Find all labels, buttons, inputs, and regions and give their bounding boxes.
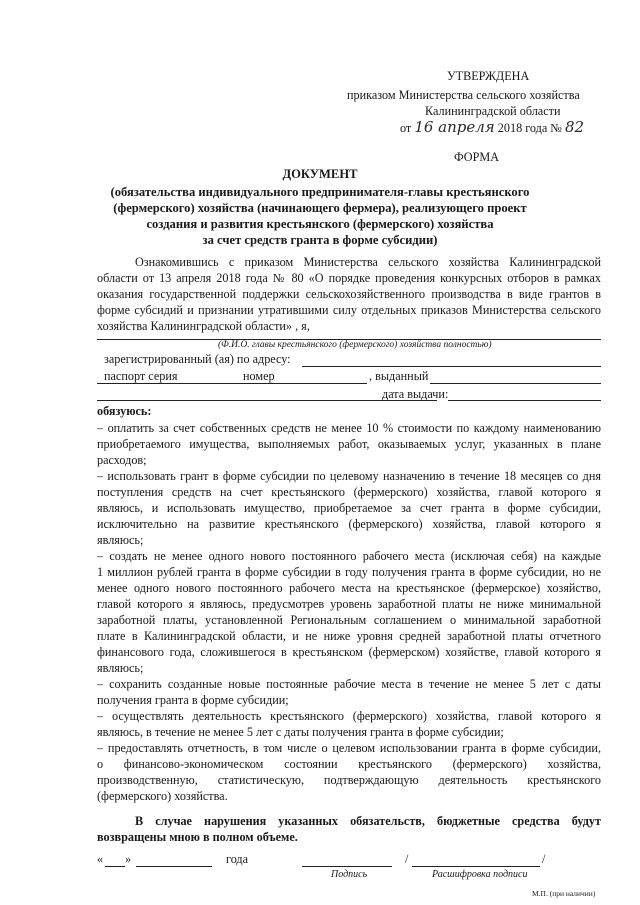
- obligation-line: финансового года, сложившегося в крестьянском (фермерском) хозяйстве, главой которого я: [97, 645, 601, 659]
- issue-date-label: дата выдачи:: [382, 387, 449, 401]
- form-label: ФОРМА: [454, 150, 499, 164]
- obligation-line: исключительно на развитие крестьянского (фермерского) хозяйства, главой которого я: [97, 517, 601, 531]
- approval-date-prefix: от: [400, 121, 412, 135]
- obligation-line: расходов;: [97, 453, 147, 467]
- signature-field[interactable]: [302, 866, 392, 867]
- warning-line-2: возвращены мною в полном объеме.: [97, 830, 298, 844]
- passport-number-label: номер: [243, 369, 275, 383]
- obligation-line: о финансово-экономическом состоянии крестьянского (фермерского) хозяйства,: [97, 757, 601, 771]
- intro-line: области от 13 апреля 2018 года № 80 «О порядке проведения конкурсных отборов в рамках: [97, 271, 601, 285]
- obligation-line: – осуществлять деятельность крестьянского (фермерского) хозяйства, главой которого я: [97, 709, 601, 723]
- fio-caption: (Ф.И.О. главы крестьянского (фермерского) хозяйства полностью): [218, 340, 492, 350]
- issued-by-field[interactable]: [430, 383, 601, 384]
- signature-decoding-field[interactable]: [412, 866, 540, 867]
- obligation-line: – использовать грант в форме субсидии по целевому назначению в течение 18 месяцев со дня: [97, 469, 601, 483]
- obligation-line: главой которого я являюсь, предусмотрев уровень заработной платы не ниже минимальной: [97, 597, 601, 611]
- obligation-line: плате в Калининградской области, и не ниже уровня средней заработной платы отчетного: [97, 629, 601, 643]
- approval-date-suffix: 2018 года №: [497, 121, 562, 135]
- obligation-line: приобретаемого имущества, выполняемых работ, оказываемых услуг, указанных в плане: [97, 437, 601, 451]
- obligation-line: получения гранта в форме субсидии;: [97, 693, 289, 707]
- obligation-line: – сохранить созданные новые постоянные рабочие места в течение не менее 5 лет с даты: [97, 677, 601, 691]
- passport-series-label: паспорт серия: [104, 369, 178, 383]
- obligation-line: – создать не менее одного нового постоянного рабочего места (исключая себя) на каждые: [97, 549, 601, 563]
- issued-by-label: , выданный: [369, 369, 429, 383]
- slash-right: /: [542, 852, 546, 866]
- address-label: зарегистрированный (ая) по адресу:: [104, 352, 291, 366]
- document-title: ДОКУМЕНТ: [282, 167, 358, 181]
- intro-line: хозяйства Калининградской области» , я,: [97, 319, 310, 333]
- obligation-line: поступления средств на счет крестьянского (фермерского) хозяйства, главой которого я: [97, 485, 601, 499]
- obligation-line: 1 миллион рублей гранта в форме субсидии в году получения гранта в форме субсидии, но не: [97, 565, 601, 579]
- heading-line-1: (обязательства индивидуального предпринимателя-главы крестьянского: [110, 185, 530, 199]
- slash-left: /: [405, 852, 409, 866]
- approval-date-handwritten: 16 апреля: [414, 118, 495, 136]
- warning-line-1: В случае нарушения указанных обязательств, бюджетные средства будут: [135, 814, 601, 828]
- intro-line: форме субсидий и признании утратившими силу отдельных приказов Министерства сельского: [97, 303, 601, 317]
- day-field[interactable]: [105, 866, 125, 867]
- day-open-quote: «: [97, 852, 104, 866]
- approval-title: УТВЕРЖДЕНА: [447, 69, 530, 83]
- approval-line-2: Калининградской области: [425, 104, 561, 118]
- obligation-line: производственную, статистическую, подтверждающую деятельность крестьянского: [97, 773, 601, 787]
- address-field[interactable]: [302, 366, 601, 367]
- obligation-line: являюсь;: [97, 533, 144, 547]
- issue-date-field[interactable]: [448, 400, 601, 401]
- obligation-line: (фермерского) хозяйства.: [97, 789, 228, 803]
- intro-line: Ознакомившись с приказом Министерства сельского хозяйства Калининградской: [135, 255, 601, 269]
- heading-line-4: за счет средств гранта в форме субсидии): [202, 233, 438, 247]
- approval-line-1: приказом Министерства сельского хозяйства: [347, 88, 580, 102]
- obligation-line: – предоставлять отчетность, в том числе о целевом использовании гранта в форме субсидии,: [97, 741, 601, 755]
- obligation-line: менее одного нового постоянного рабочего места на крестьянское (фермерское) хозяйство,: [97, 581, 601, 595]
- obligation-line: – оплатить за счет собственных средств не менее 10 % стоимости по каждому наименованию: [97, 421, 601, 435]
- approval-number-handwritten: 82: [564, 118, 585, 136]
- approval-date: [400, 120, 584, 136]
- obligations-title: обязуюсь:: [97, 404, 152, 418]
- obligation-line: заработной платы, установленной Региональным соглашением о минимальной заработной: [97, 613, 601, 627]
- passport-series-number-field[interactable]: [97, 383, 367, 384]
- intro-line: оказания государственной поддержки сельскохозяйственного производства в виде грантов в: [97, 287, 601, 301]
- obligation-line: являюсь, в течение не менее 5 лет с даты получения гранта в форме субсидии;: [97, 725, 504, 739]
- heading-line-2: (фермерского) хозяйства (начинающего фермера), реализующего проект: [113, 201, 527, 215]
- obligation-line: являюсь;: [97, 661, 144, 675]
- signature-caption: Подпись: [331, 869, 368, 880]
- obligation-line: являюсь, и использовать имущество, приобретаемое за счет гранта в форме субсидии,: [97, 501, 601, 515]
- stamp-note: М.П. (при наличии): [532, 889, 596, 898]
- signature-decoding-caption: Расшифровка подписи: [432, 869, 528, 880]
- day-close-quote: »: [125, 852, 132, 866]
- year-label: года: [226, 852, 249, 866]
- month-year-field[interactable]: [136, 866, 212, 867]
- heading-line-3: создания и развития крестьянского (фермерского) хозяйства: [146, 217, 494, 231]
